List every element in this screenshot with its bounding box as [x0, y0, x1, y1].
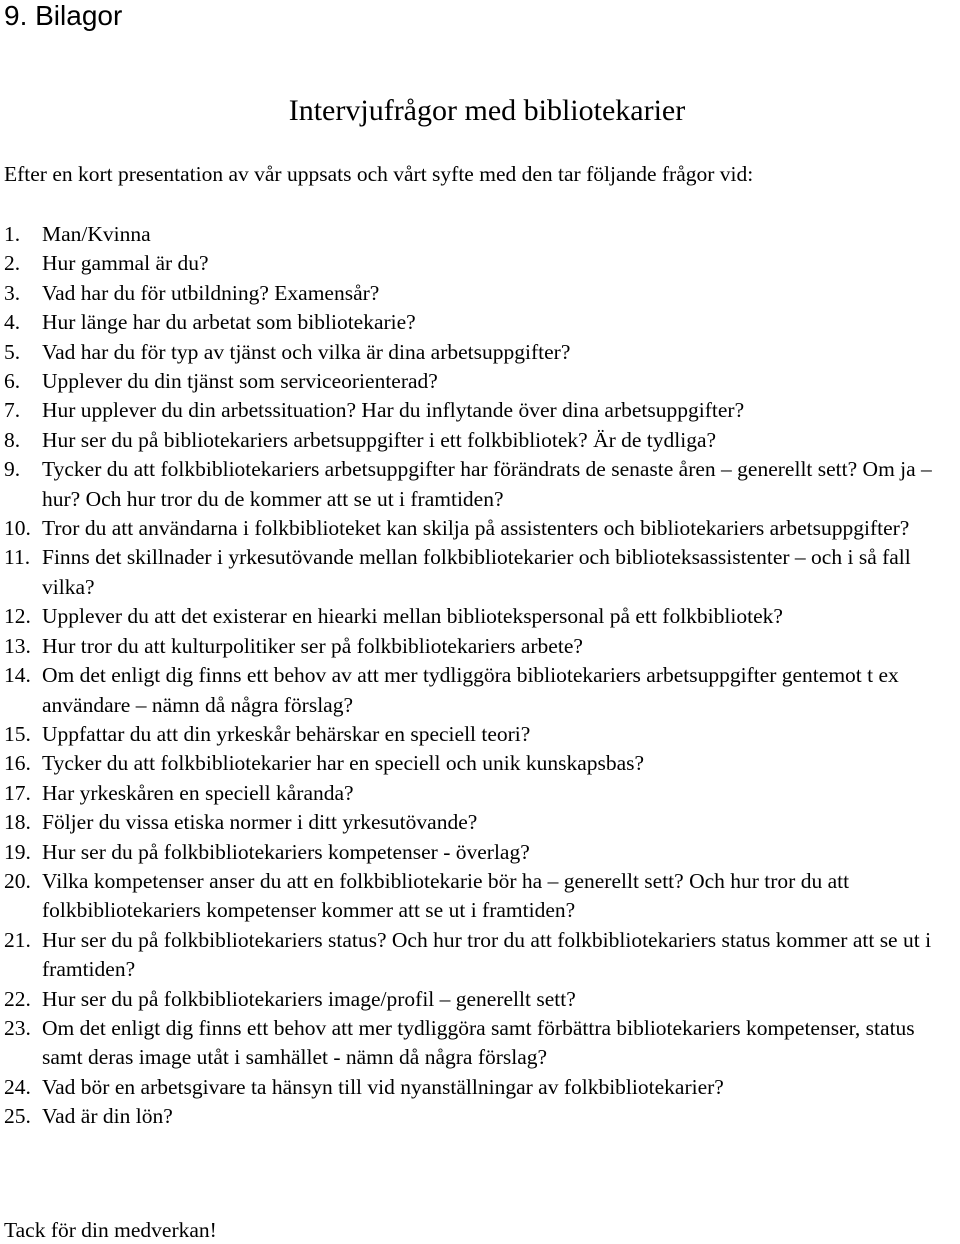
question-text: Om det enligt dig finns ett behov att mer tydliggöra samt förbättra bibliotekariers kompetenser, status samt deras image utåt i samhället - nämn då några förslag?: [42, 1015, 915, 1070]
question-number: 4.: [4, 310, 21, 335]
question-list: [4, 220, 956, 1132]
question-text: Hur upplever du din arbetssituation? Har du inflytande över dina arbetsuppgifter?: [42, 398, 745, 423]
question-number: 2.: [4, 251, 21, 276]
question-number: 19.: [4, 839, 31, 864]
question-text: Hur ser du på folkbibliotekariers status? Och hur tror du att folkbibliotekariers status kommer att se ut i framtiden?: [42, 927, 932, 982]
question-text: Om det enligt dig finns ett behov av att mer tydliggöra bibliotekariers arbetsuppgifter gentemot t ex användare – nämn då några förslag?: [42, 663, 899, 717]
question-number: 5.: [4, 339, 21, 364]
intro-paragraph: Efter en kort presentation av vår uppsats och vårt syfte med den tar följande frågor vid:: [4, 162, 754, 186]
question-number: 11.: [4, 545, 31, 570]
question-item: [4, 338, 956, 367]
question-text: Man/Kvinna: [42, 222, 151, 246]
question-text: Tycker du att folkbibliotekariers arbetsuppgifter har förändrats de senaste åren – generellt sett? Om ja – hur? Och hur tror du de kommer att se ut i framtiden?: [42, 457, 932, 511]
question-item: [4, 455, 956, 514]
question-text: Vilka kompetenser anser du att en folkbibliotekarie bör ha – generellt sett? Och hur tror du att folkbibliotekariers kompetenser kommer att se ut i framtiden?: [42, 868, 850, 923]
question-number: 10.: [4, 516, 31, 541]
question-number: 14.: [4, 663, 31, 688]
question-text: Följer du vissa etiska normer i ditt yrkesutövande?: [42, 810, 478, 835]
question-text: Tror du att användarna i folkbiblioteket kan skilja på assistenters och bibliotekariers arbetsuppgifter?: [42, 516, 910, 541]
question-text: Vad har du för typ av tjänst och vilka är dina arbetsuppgifter?: [42, 339, 571, 364]
question-number: 21.: [4, 927, 31, 952]
question-text: Tycker du att folkbibliotekarier har en speciell och unik kunskapsbas?: [42, 751, 645, 776]
question-item: [4, 1102, 956, 1131]
question-text: Hur gammal är du?: [42, 251, 209, 276]
question-number: 20.: [4, 868, 31, 893]
question-number: 16.: [4, 751, 31, 776]
section-heading: 9. Bilagor: [4, 0, 123, 31]
question-item: [4, 808, 956, 837]
question-text: Hur ser du på folkbibliotekariers image/profil – generellt sett?: [42, 986, 576, 1011]
question-item: [4, 367, 956, 396]
question-item: [4, 602, 956, 631]
question-number: 24.: [4, 1074, 31, 1099]
question-number: 18.: [4, 810, 31, 835]
question-text: Hur länge har du arbetat som bibliotekarie?: [42, 310, 416, 335]
question-number: 1.: [4, 222, 21, 246]
question-number: 17.: [4, 780, 31, 805]
question-item: [4, 779, 956, 808]
question-item: [4, 926, 956, 985]
question-number: 25.: [4, 1104, 31, 1129]
question-number: 3.: [4, 280, 21, 305]
question-item: [4, 396, 956, 425]
question-item: [4, 1014, 956, 1073]
closing-text: Tack för din medverkan!: [4, 1218, 217, 1242]
question-number: 15.: [4, 721, 31, 746]
question-item: [4, 985, 956, 1014]
question-number: 8.: [4, 427, 21, 452]
question-text: Vad är din lön?: [42, 1104, 173, 1129]
question-item: [4, 279, 956, 308]
question-item: [4, 838, 956, 867]
question-item: [4, 720, 956, 749]
question-text: Har yrkeskåren en speciell kåranda?: [42, 780, 354, 805]
document-title: Intervjufrågor med bibliotekarier: [288, 94, 686, 127]
question-item: [4, 749, 956, 778]
question-number: 6.: [4, 369, 21, 394]
question-item: [4, 426, 956, 455]
question-text: Finns det skillnader i yrkesutövande mellan folkbibliotekarier och biblioteksassistenter – och i så fall vilka?: [42, 545, 911, 599]
question-item: [4, 543, 956, 602]
question-text: Uppfattar du att din yrkeskår behärskar en speciell teori?: [42, 721, 531, 746]
question-item: [4, 867, 956, 926]
question-number: 13.: [4, 633, 31, 658]
question-number: 22.: [4, 986, 31, 1011]
question-number: 9.: [4, 457, 21, 482]
question-text: Hur ser du på bibliotekariers arbetsuppgifter i ett folkbibliotek? Är de tydliga?: [42, 427, 717, 452]
question-text: Upplever du att det existerar en hiearki mellan bibliotekspersonal på ett folkbibliotek?: [42, 604, 783, 629]
question-text: Vad bör en arbetsgivare ta hänsyn till vid nyanställningar av folkbibliotekarier?: [42, 1074, 724, 1099]
question-item: [4, 1073, 956, 1102]
question-item: [4, 220, 956, 249]
question-item: [4, 308, 956, 337]
question-number: 12.: [4, 604, 31, 629]
question-item: [4, 249, 956, 278]
question-item: [4, 661, 956, 720]
question-number: 23.: [4, 1015, 31, 1040]
question-text: Hur tror du att kulturpolitiker ser på folkbibliotekariers arbete?: [42, 633, 583, 658]
question-item: [4, 632, 956, 661]
question-text: Hur ser du på folkbibliotekariers kompetenser - överlag?: [42, 839, 530, 864]
question-item: [4, 514, 956, 543]
question-text: Vad har du för utbildning? Examensår?: [42, 280, 380, 305]
question-number: 7.: [4, 398, 21, 423]
question-text: Upplever du din tjänst som serviceorienterad?: [42, 369, 438, 394]
